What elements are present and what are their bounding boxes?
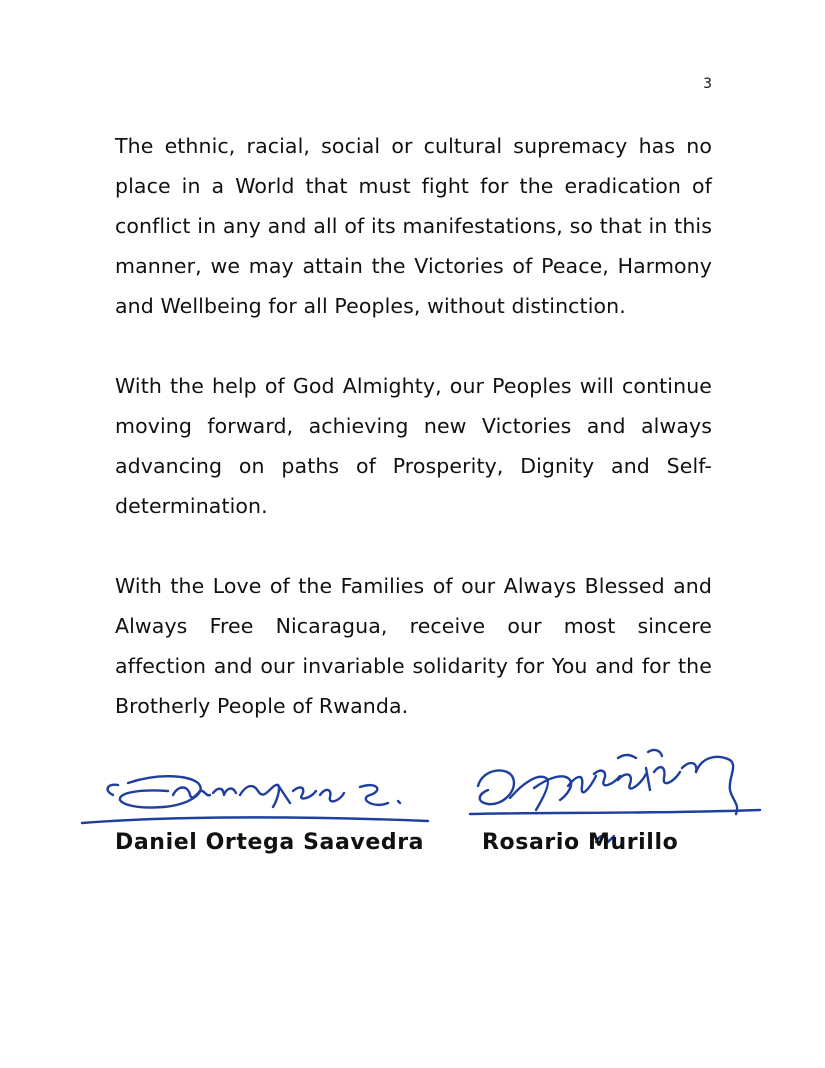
ortega-signature-image (78, 765, 438, 835)
paragraph-god-almighty: With the help of God Almighty, our Peoples will continue moving forward, achieving new Victories and always advancing on paths of Prosperity, Dignity and Self-determination. (115, 374, 712, 518)
paragraph-closing: With the Love of the Families of our Always Blessed and Always Free Nicaragua, receive our most sincere affection and our invariable solidarity for You and for the Brotherly People of Rwanda. (115, 574, 712, 718)
signature-block (0, 730, 825, 870)
letter-body (115, 126, 712, 766)
signer-name-ortega: Daniel Ortega Saavedra (115, 830, 425, 855)
signer-name-murillo: Rosario Murillo (482, 830, 679, 855)
paragraph-supremacy: The ethnic, racial, social or cultural supremacy has no place in a World that must fight for the eradication of conflict in any and all of its manifestations, so that in this manner, we may attain the Victories of Peace, Harmony and Wellbeing for all Peoples, without distinction. (115, 134, 712, 318)
page-number: 3 (703, 76, 712, 92)
